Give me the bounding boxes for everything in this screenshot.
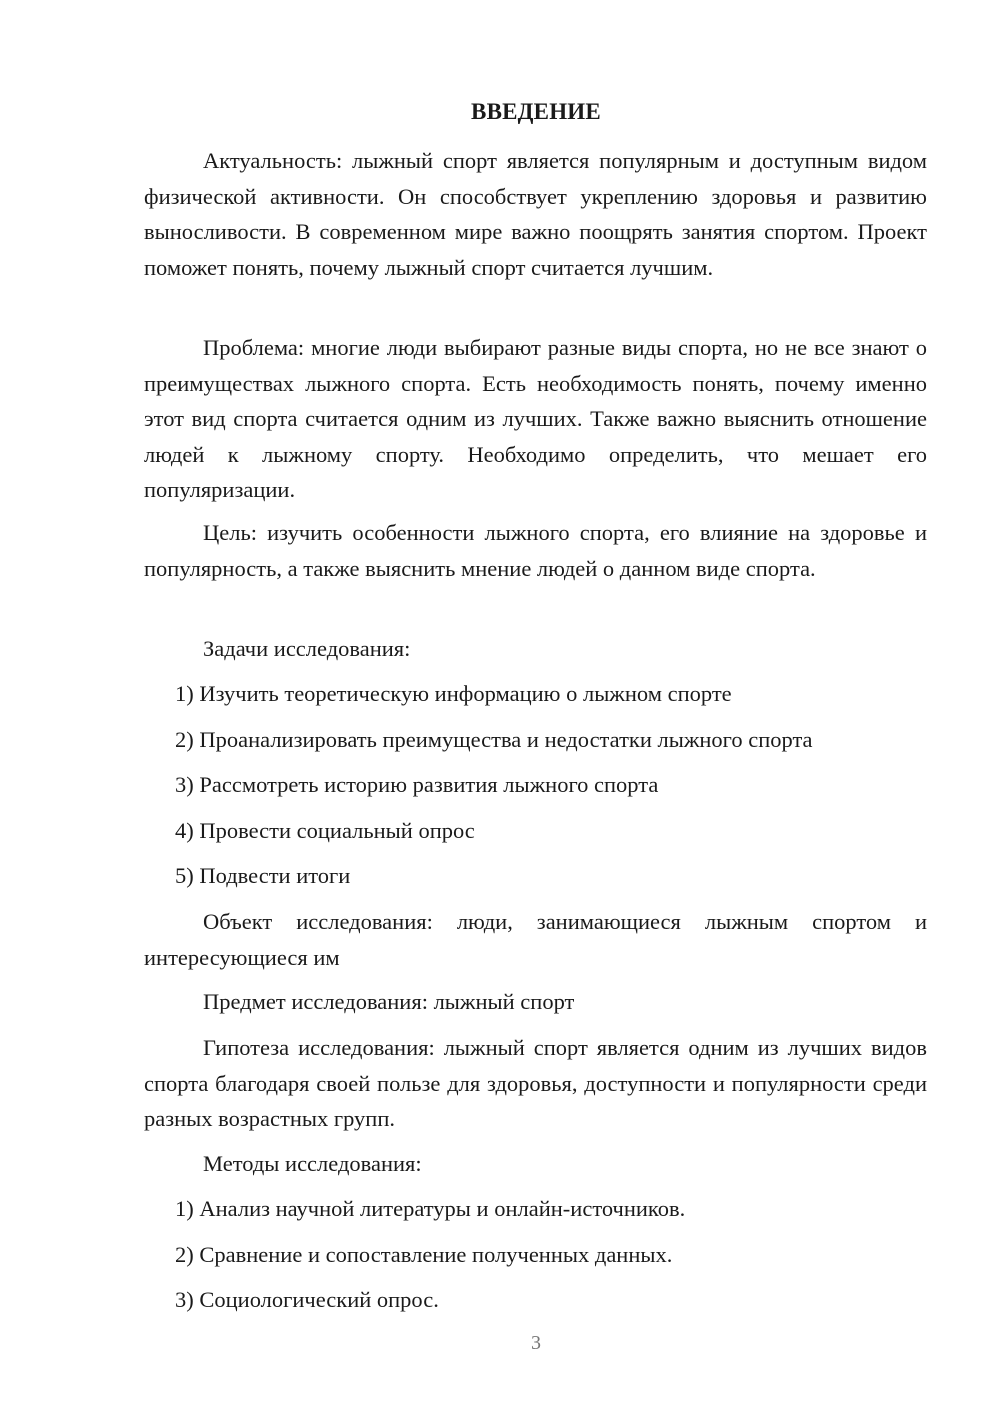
goal-paragraph: Цель: изучить особенности лыжного спорта, его влияние на здоровье и популярность, а также выяснить мнение людей о данном виде спорта. [144, 520, 927, 581]
problem-paragraph: Проблема: многие люди выбирают разные виды спорта, но не все знают о преимуществах лыжного спорта. Есть необходимость понять, почему именно этот вид спорта считается одним из лучших. Также важно выяснить отношение людей к лыжному спорту. Необходимо определить, что мешает его популяризации. [144, 335, 927, 502]
section-heading: ВВЕДЕНИЕ [471, 99, 601, 124]
subject-paragraph: Предмет исследования: лыжный спорт [203, 989, 575, 1014]
task-item: 4) Провести социальный опрос [175, 818, 475, 843]
method-item: 2) Сравнение и сопоставление полученных данных. [175, 1242, 673, 1267]
task-item: 5) Подвести итоги [175, 863, 351, 888]
task-item: 1) Изучить теоретическую информацию о лыжном спорте [175, 681, 732, 706]
method-item: 1) Анализ научной литературы и онлайн-источников. [175, 1196, 686, 1221]
methods-heading: Методы исследования: [203, 1151, 422, 1176]
tasks-heading: Задачи исследования: [203, 636, 411, 661]
page-number: 3 [531, 1332, 541, 1354]
relevance-paragraph: Актуальность: лыжный спорт является популярным и доступным видом физической активности. Он способствует укреплению здоровья и развитию выносливости. В современном мире важно поощрять занятия спортом. Проект поможет понять, почему лыжный спорт считается лучшим. [144, 148, 927, 280]
object-paragraph: Объект исследования: люди, занимающиеся лыжным спортом и интересующиеся им [144, 909, 927, 970]
task-item: 2) Проанализировать преимущества и недостатки лыжного спорта [175, 727, 813, 752]
method-item: 3) Социологический опрос. [175, 1287, 439, 1312]
hypothesis-paragraph: Гипотеза исследования: лыжный спорт является одним из лучших видов спорта благодаря своей пользе для здоровья, доступности и популярности среди разных возрастных групп. [144, 1035, 927, 1131]
task-item: 3) Рассмотреть историю развития лыжного спорта [175, 772, 659, 797]
